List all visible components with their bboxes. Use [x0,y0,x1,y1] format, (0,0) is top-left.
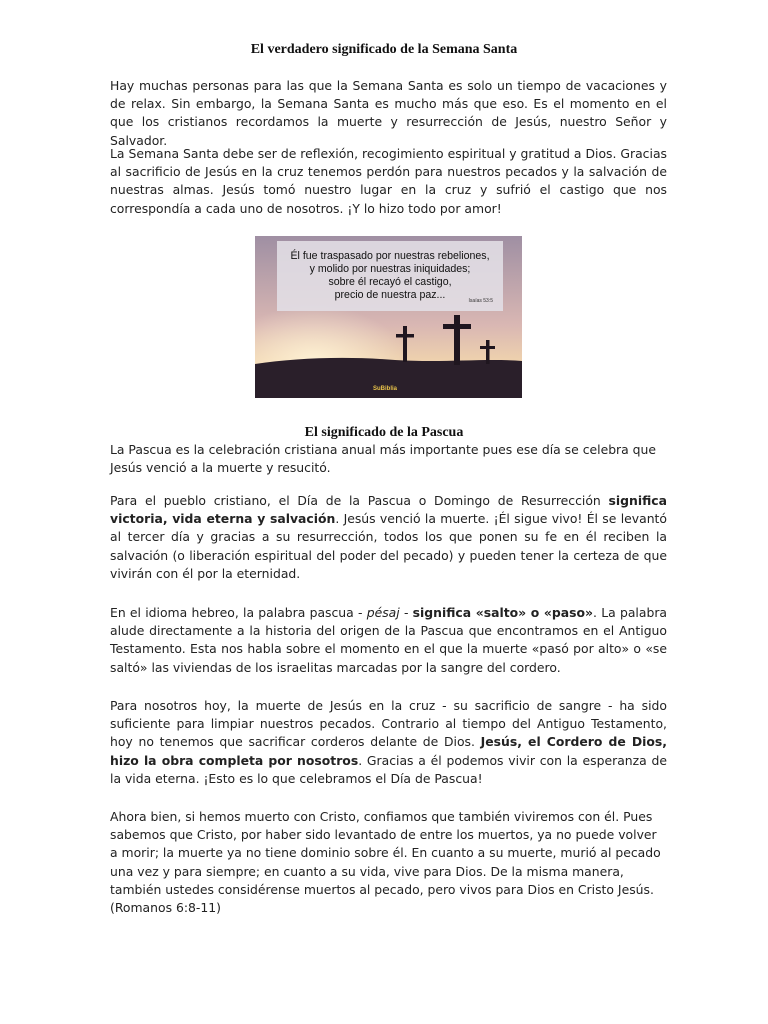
verse-line-4: precio de nuestra paz... [334,289,446,301]
text-run: En el idioma hebreo, la palabra pascua - [110,605,367,620]
verse-line-2: y molido por nuestras iniquidades; [309,263,471,275]
pascua-paragraph-4 [110,697,667,788]
text-run: . Gracias a él podemos vivir con la esperanza de la vida eterna. ¡Esto es lo que celebramos el Día de Pascua! [110,752,667,786]
verse-reference: Isaías 53:5 [468,298,493,304]
text-run: . Jesús venció la muerte. ¡Él sigue vivo! Él se levantó al tercer día y gracias a su resurrección, todos los que ponen su fe en él reciben la salvación (o liberación espiritual del poder del pecado) y pueden tener la certeza de que vivirán con él por la eternidad. [110,511,667,581]
pascua-paragraph-1: La Pascua es la celebración cristiana anual más importante pues ese día se celebra que Jesús venció a la muerte y resucitó. [110,442,657,476]
verse-line-3: sobre él recayó el castigo, [328,276,452,288]
bold-text-run: Jesús, el Cordero de Dios, hizo la obra completa por nosotros [110,734,667,768]
text-run: Para nosotros hoy, la muerte de Jesús en la cruz - su sacrificio de sangre - ha sido suficiente para limpiar nuestros pecados. Contrario al tiempo del Antiguo Testamento, hoy no tenemos que sacrificar corderos delante de Dios. [110,698,667,750]
section-title: El significado de la Pascua [304,425,464,440]
verse-line-1: Él fue traspasado por nuestras rebeliones, [290,250,490,262]
document-title: El verdadero significado de la Semana Santa [250,42,518,57]
intro-paragraph-2: La Semana Santa debe ser de reflexión, recogimiento espiritual y gratitud a Dios. Gracias al sacrificio de Jesús en la cruz tenemos perdón para nuestros pecados y la salvación de nuestras almas. Jesús tomó nuestro lugar en la cruz y sufrió el castigo que nos correspondía a cada uno de nosotros. ¡Y lo hizo todo por amor! [110,146,667,216]
romans-quote-paragraph: Ahora bien, si hemos muerto con Cristo, confiamos que también viviremos con él. Pues sabemos que Cristo, por haber sido levantado de entre los muertos, ya no puede volver a morir; la muerte ya no tiene dominio sobre él. En cuanto a su muerte, murió al pecado una vez y para siempre; en cuanto a su vida, vive para Dios. De la misma manera, también ustedes considérense muertos al pecado, pero vivos para Dios en Cristo Jesús. (Romanos 6:8-11) [110,809,661,916]
text-run: - [399,605,413,620]
intro-paragraph-1: Hay muchas personas para las que la Semana Santa es solo un tiempo de vacaciones y de relax. Sin embargo, la Semana Santa es mucho más que eso. Es el momento en el que los cristianos recordamos la muerte y resurrección de Jesús, nuestro Señor y Salvador. [110,78,667,148]
pascua-paragraph-3 [110,604,667,677]
brand-logo: SuBiblia [373,386,398,392]
bold-text-run: significa «salto» o «paso» [412,605,594,620]
crosses-image [255,236,522,398]
pascua-paragraph-2 [110,492,667,583]
text-run: . La palabra alude directamente a la historia del origen de la Pascua que encontramos en el Antiguo Testamento. Esta nos habla sobre el momento en el que la muerte «pasó por alto» o «se saltó» las viviendas de los israelitas marcadas por la sangre del cordero. [110,605,668,675]
text-run: Para el pueblo cristiano, el Día de la Pascua o Domingo de Resurrección [110,493,609,508]
bold-text-run: significa victoria, vida eterna y salvación [110,493,667,527]
italic-text-run: pésaj [366,605,400,620]
verse-caption-box [277,241,503,311]
